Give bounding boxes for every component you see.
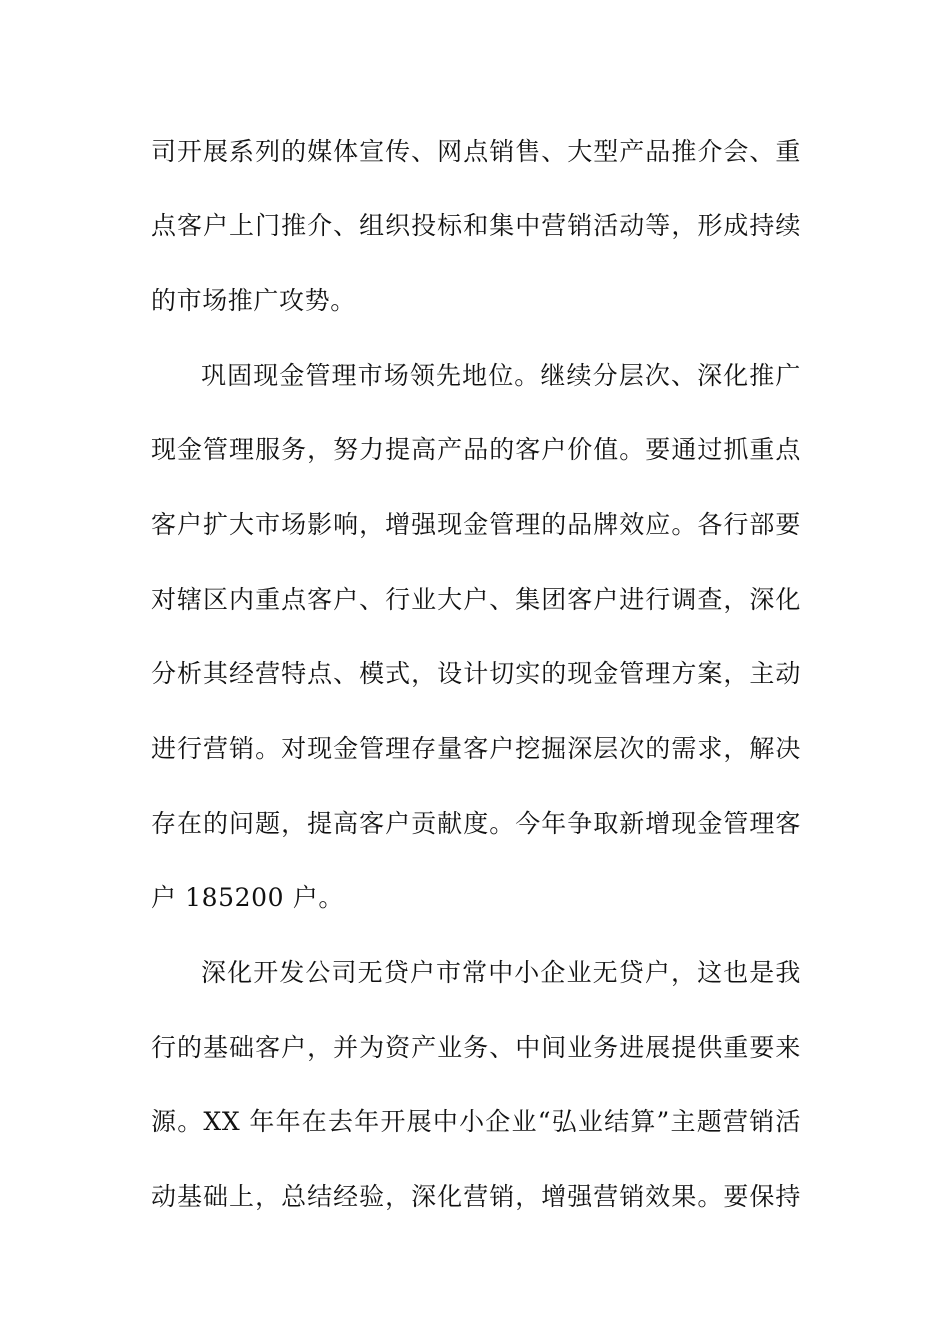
text-line: 的市场推广攻势。 <box>151 286 356 315</box>
text-line: 源。XX 年年在去年开展中小企业“弘业结算”主题营销活 <box>151 1107 801 1136</box>
text-line: 客户扩大市场影响，增强现金管理的品牌效应。各行部要 <box>151 510 801 539</box>
text-line: 动基础上，总结经验，深化营销，增强营销效果。要保持 <box>151 1182 801 1211</box>
text-line: 进行营销。对现金管理存量客户挖掘深层次的需求，解决 <box>151 734 801 763</box>
text-line: 存在的问题，提高客户贡献度。今年争取新增现金管理客 <box>151 809 801 838</box>
text-line: 点客户上门推介、组织投标和集中营销活动等，形成持续 <box>151 211 801 240</box>
text-line: 户 185200 户。 <box>151 883 344 912</box>
text-line: 司开展系列的媒体宣传、网点销售、大型产品推介会、重 <box>151 137 801 166</box>
paragraph-first-line: 深化开发公司无贷户市常中小企业无贷户，这也是我 <box>201 958 801 987</box>
text-line: 行的基础客户，并为资产业务、中间业务进展提供重要来 <box>151 1033 801 1062</box>
text-line: 分析其经营特点、模式，设计切实的现金管理方案，主动 <box>151 659 801 688</box>
text-line: 现金管理服务，努力提高产品的客户价值。要通过抓重点 <box>151 435 801 464</box>
text-line: 对辖区内重点客户、行业大户、集团客户进行调查，深化 <box>151 585 801 614</box>
paragraph-first-line: 巩固现金管理市场领先地位。继续分层次、深化推广 <box>201 361 801 390</box>
